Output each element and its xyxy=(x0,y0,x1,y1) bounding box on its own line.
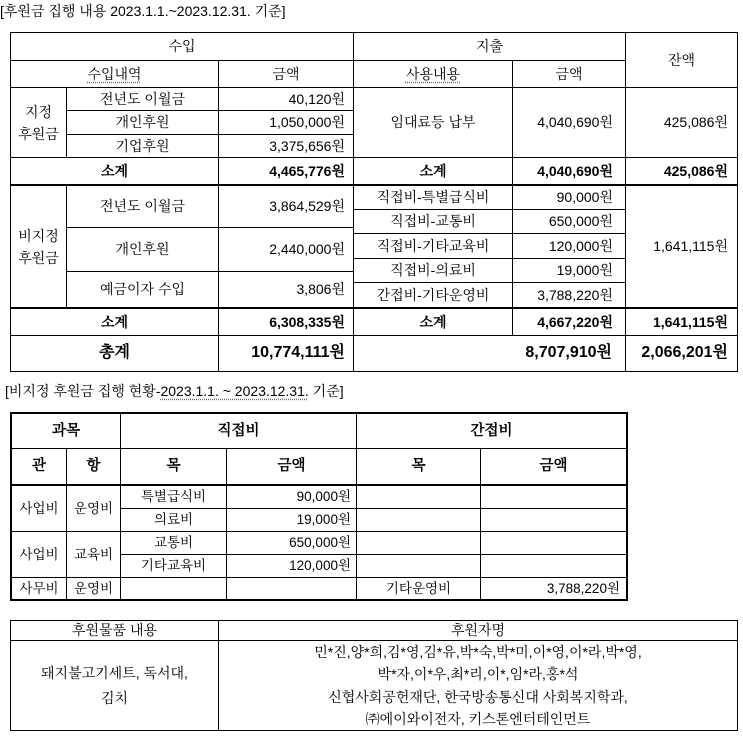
hang-cell: 운영비 xyxy=(67,486,120,531)
header-direct-item: 목 xyxy=(121,449,226,484)
income-amount: 3,375,656원 xyxy=(219,135,353,157)
income-item: 기업후원 xyxy=(67,135,218,157)
expense-item: 간접비-기타운영비 xyxy=(354,283,512,307)
header-indirect-item: 목 xyxy=(357,449,480,484)
subtotal-balance: 1,641,115원 xyxy=(626,309,737,335)
donated-goods-table xyxy=(10,620,738,731)
indirect-item-empty xyxy=(357,555,480,577)
expense-amount: 650,000원 xyxy=(513,210,625,233)
balance-amount: 425,086원 xyxy=(626,88,737,157)
non-designated-label: 비지정 후원금 xyxy=(11,186,66,307)
header-expense-item: 사용내용 xyxy=(354,61,512,87)
income-amount: 3,864,529원 xyxy=(219,186,353,227)
subtotal-label: 소계 xyxy=(354,158,512,184)
income-item: 개인후원 xyxy=(67,111,218,134)
subtotal-income: 6,308,335원 xyxy=(219,309,353,335)
expense-item: 임대료등 납부 xyxy=(354,88,512,157)
expense-item: 직접비-교통비 xyxy=(354,210,512,233)
direct-amount-empty xyxy=(227,578,356,599)
subtotal-label: 소계 xyxy=(11,309,218,335)
subtotal-income: 4,465,776원 xyxy=(219,158,353,184)
direct-item: 교통비 xyxy=(121,532,226,554)
gwan-cell: 사무비 xyxy=(12,578,66,599)
header-income-item: 수입내역 xyxy=(11,61,218,87)
donors-cell xyxy=(219,641,737,730)
fund-summary-table xyxy=(10,32,738,372)
donor-line: 신협사회공헌재단, 한국방송통신대 사회복지학과, xyxy=(328,688,628,705)
hang-cell: 운영비 xyxy=(67,578,120,599)
header-goods: 후원물품 내용 xyxy=(11,621,218,640)
subtotal-expense: 4,667,220원 xyxy=(513,309,625,335)
goods-cell xyxy=(11,641,218,730)
indirect-amount: 3,788,220원 xyxy=(481,578,626,599)
goods-line: 김치 xyxy=(100,689,129,706)
income-amount: 1,050,000원 xyxy=(219,111,353,134)
direct-item-empty xyxy=(121,578,226,599)
expense-item: 직접비-특별급식비 xyxy=(354,186,512,209)
goods-line: 돼지불고기세트, 독서대, xyxy=(41,664,188,681)
summary-title: [후원금 집행 내용 2023.1.1.~2023.12.31. 기준] xyxy=(0,3,286,19)
subtotal-expense: 4,040,690원 xyxy=(513,158,625,184)
indirect-amount-empty xyxy=(481,555,626,577)
execution-title-suffix: 기준] xyxy=(308,383,344,399)
direct-item: 의료비 xyxy=(121,509,226,531)
indirect-amount-empty xyxy=(481,509,626,531)
expense-amount: 19,000원 xyxy=(513,259,625,282)
direct-amount: 650,000원 xyxy=(227,532,356,554)
income-amount: 2,440,000원 xyxy=(219,228,353,271)
income-amount: 3,806원 xyxy=(219,272,353,307)
execution-title xyxy=(5,382,344,400)
subtotal-balance: 425,086원 xyxy=(626,158,737,184)
header-expense: 지출 xyxy=(354,33,625,60)
header-indirect-amount: 금액 xyxy=(481,449,626,484)
indirect-item-empty xyxy=(357,486,480,508)
subtotal-label: 소계 xyxy=(354,309,512,335)
direct-amount: 90,000원 xyxy=(227,486,356,508)
header-hang: 항 xyxy=(67,449,120,484)
hang-cell: 교육비 xyxy=(67,532,120,577)
gwan-cell: 사업비 xyxy=(12,532,66,577)
income-amount: 40,120원 xyxy=(219,88,353,110)
header-income: 수입 xyxy=(11,33,353,60)
subtotal-label: 소계 xyxy=(11,158,218,184)
expense-item: 직접비-기타교육비 xyxy=(354,234,512,258)
execution-title-prefix: [비지정 후원금 집행 현황- xyxy=(5,383,161,399)
total-label: 총계 xyxy=(11,336,218,371)
donor-line: ㈜에이와이전자, 키스톤엔터테인먼트 xyxy=(365,711,591,727)
gwan-cell: 사업비 xyxy=(12,486,66,531)
expense-amount: 120,000원 xyxy=(513,234,625,258)
donor-line: 박*자,이*우,최*리,이*,임*라,홍*석 xyxy=(377,666,579,682)
total-balance: 2,066,201원 xyxy=(626,336,737,371)
header-direct-amount: 금액 xyxy=(227,449,356,484)
execution-title-period: 2023.1.1. ~ 2023.12.31. xyxy=(160,383,309,399)
expense-amount: 4,040,690원 xyxy=(513,88,625,157)
income-item: 개인후원 xyxy=(67,228,218,271)
expense-amount: 3,788,220원 xyxy=(513,283,625,307)
expense-amount: 90,000원 xyxy=(513,186,625,209)
indirect-item-empty xyxy=(357,532,480,554)
header-balance: 잔액 xyxy=(626,33,737,87)
indirect-amount-empty xyxy=(481,486,626,508)
header-direct: 직접비 xyxy=(121,414,356,448)
income-item: 예금이자 수입 xyxy=(67,272,218,307)
expense-item: 직접비-의료비 xyxy=(354,259,512,282)
indirect-item-empty xyxy=(357,509,480,531)
designated-label: 지정 후원금 xyxy=(11,88,66,157)
income-item: 전년도 이월금 xyxy=(67,186,218,227)
header-donors: 후원자명 xyxy=(219,621,737,640)
indirect-amount-empty xyxy=(481,532,626,554)
total-expense: 8,707,910원 xyxy=(354,336,625,371)
indirect-item: 기타운영비 xyxy=(357,578,480,599)
direct-amount: 120,000원 xyxy=(227,555,356,577)
execution-table xyxy=(10,412,628,601)
balance-amount: 1,641,115원 xyxy=(626,186,737,307)
total-income: 10,774,111원 xyxy=(219,336,353,371)
direct-amount: 19,000원 xyxy=(227,509,356,531)
header-indirect: 간접비 xyxy=(357,414,626,448)
header-income-amount: 금액 xyxy=(219,61,353,87)
donor-line: 민*진,양*희,김*영,김*유,박*숙,박*미,이*영,이*라,박*영, xyxy=(314,643,642,660)
direct-item: 기타교육비 xyxy=(121,555,226,577)
header-gwan: 관 xyxy=(12,449,66,484)
header-category: 과목 xyxy=(12,414,120,448)
direct-item: 특별급식비 xyxy=(121,486,226,508)
header-expense-amount: 금액 xyxy=(513,61,625,87)
income-item: 전년도 이월금 xyxy=(67,88,218,110)
